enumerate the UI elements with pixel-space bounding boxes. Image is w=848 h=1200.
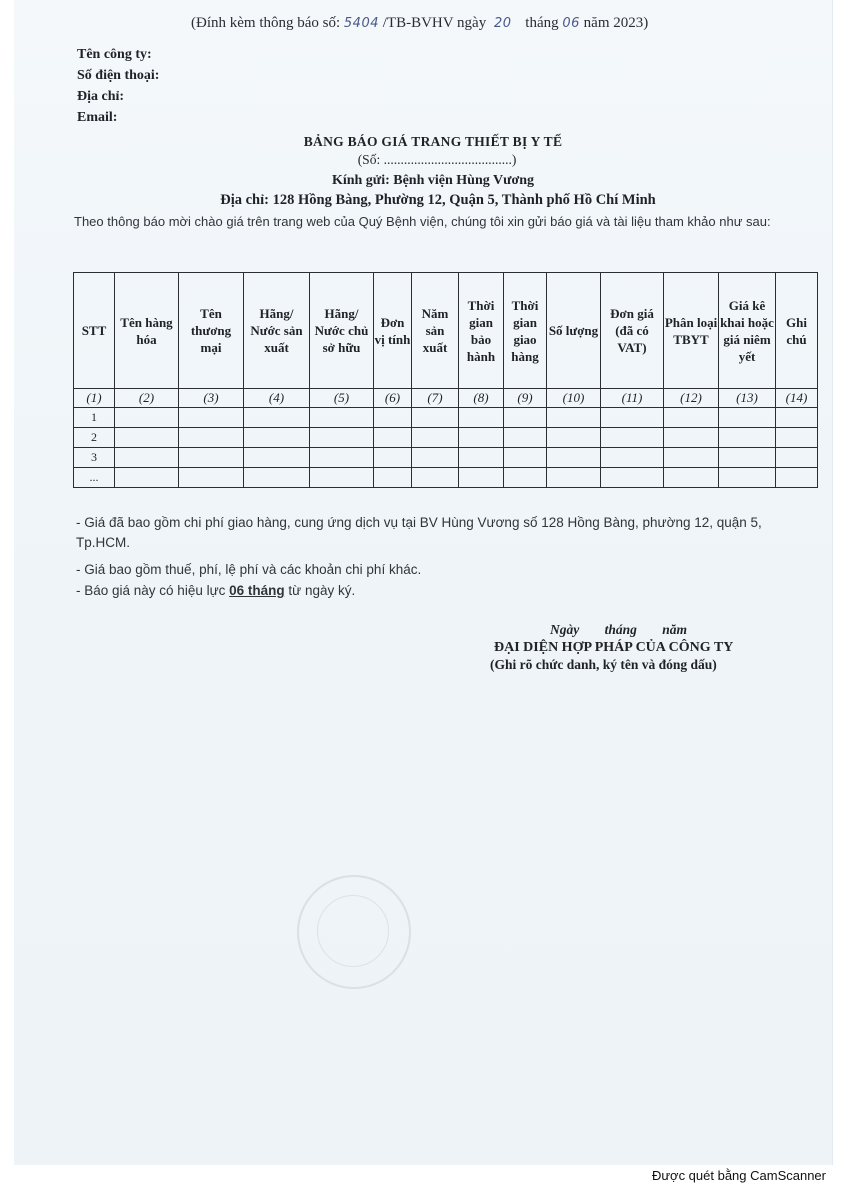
table-cell — [601, 468, 664, 488]
table-cell — [719, 448, 776, 468]
table-cell — [776, 428, 818, 448]
table-cell — [374, 448, 412, 468]
col-header-quantity: Số lượng — [547, 273, 601, 389]
table-cell — [601, 408, 664, 428]
document-page — [14, 0, 833, 1165]
col-header-product-name: Tên hàng hóa — [115, 273, 179, 389]
col-header-classification: Phân loại TBYT — [664, 273, 719, 389]
table-cell — [547, 468, 601, 488]
faded-stamp-mark — [297, 875, 411, 989]
table-cell — [412, 468, 459, 488]
table-cell — [115, 408, 179, 428]
table-cell — [504, 448, 547, 468]
col-header-unit: Đơn vị tính — [374, 273, 412, 389]
company-name-label: Tên công ty: — [77, 47, 152, 62]
intro-paragraph: Theo thông báo mời chào giá trên trang web của Quý Bệnh viện, chúng tôi xin gửi báo giá và tài liệu tham khảo như sau: — [74, 214, 771, 229]
table-cell — [244, 408, 310, 428]
table-cell — [374, 428, 412, 448]
table-cell — [719, 408, 776, 428]
table-row — [74, 428, 818, 448]
handwritten-month: 06 — [562, 16, 580, 31]
table-cell — [664, 448, 719, 468]
quotation-table — [73, 272, 818, 488]
column-number: (9) — [504, 389, 547, 408]
table-row — [74, 448, 818, 468]
table-cell — [244, 428, 310, 448]
col-header-owner: Hãng/ Nước chủ sở hữu — [310, 273, 374, 389]
recipient-line: Kính gửi: Bệnh viện Hùng Vương — [331, 173, 535, 188]
handwritten-number: 5404 — [343, 16, 379, 31]
col-header-stt: STT — [74, 273, 115, 389]
table-cell — [664, 468, 719, 488]
faded-stamp-inner — [317, 895, 389, 967]
column-number: (3) — [179, 389, 244, 408]
table-cell — [459, 468, 504, 488]
table-cell — [547, 428, 601, 448]
table-cell — [115, 428, 179, 448]
table-cell — [547, 408, 601, 428]
handwritten-day: 20 — [493, 16, 512, 31]
signature-date-line: Ngày tháng năm — [550, 622, 688, 637]
column-number: (5) — [310, 389, 374, 408]
row-stt: 2 — [74, 428, 115, 448]
col-header-trade-name: Tên thương mại — [179, 273, 244, 389]
address-label: Địa chỉ: — [77, 89, 125, 104]
note-validity: - Báo giá này có hiệu lực 06 tháng từ ngày ký. — [76, 583, 356, 598]
column-number: (13) — [719, 389, 776, 408]
table-cell — [719, 428, 776, 448]
note-delivery: - Giá đã bao gồm chi phí giao hàng, cung ứng dịch vụ tại BV Hùng Vương số 128 Hồng Bàng, phường 12, quận 5, — [76, 515, 762, 530]
table-cell — [310, 408, 374, 428]
signature-title: ĐẠI DIỆN HỢP PHÁP CỦA CÔNG TY — [494, 640, 734, 655]
row-stt: 1 — [74, 408, 115, 428]
col-header-warranty: Thời gian bảo hành — [459, 273, 504, 389]
table-cell — [179, 408, 244, 428]
column-number: (6) — [374, 389, 412, 408]
table-cell — [601, 428, 664, 448]
table-cell — [179, 468, 244, 488]
table-cell — [244, 448, 310, 468]
table-cell — [664, 428, 719, 448]
table-cell — [412, 408, 459, 428]
email-label: Email: — [77, 110, 118, 125]
table-cell — [244, 468, 310, 488]
table-cell — [179, 448, 244, 468]
table-row — [74, 468, 818, 488]
table-cell — [547, 448, 601, 468]
table-cell — [664, 408, 719, 428]
table-cell — [310, 428, 374, 448]
table-cell — [719, 468, 776, 488]
column-number: (10) — [547, 389, 601, 408]
table-cell — [504, 468, 547, 488]
table-cell — [310, 448, 374, 468]
validity-period: 06 tháng — [229, 583, 285, 598]
column-number: (12) — [664, 389, 719, 408]
table-cell — [374, 408, 412, 428]
scanner-watermark: Được quét bằng CamScanner — [651, 1168, 826, 1183]
table-cell — [776, 408, 818, 428]
row-stt: ... — [74, 468, 115, 488]
note-taxes: - Giá bao gồm thuế, phí, lệ phí và các khoản chi phí khác. — [76, 562, 422, 577]
col-header-delivery: Thời gian giao hàng — [504, 273, 547, 389]
column-number: (8) — [459, 389, 504, 408]
row-stt: 3 — [74, 448, 115, 468]
col-header-manufacturer: Hãng/ Nước sản xuất — [244, 273, 310, 389]
table-cell — [459, 428, 504, 448]
table-cell — [504, 408, 547, 428]
table-cell — [179, 428, 244, 448]
column-number: (4) — [244, 389, 310, 408]
attachment-line: (Đính kèm thông báo số: 5404 /TB-BVHV ngày 20 tháng 06 năm 2023) — [191, 15, 649, 31]
column-number: (14) — [776, 389, 818, 408]
table-cell — [459, 408, 504, 428]
col-header-declared-price: Giá kê khai hoặc giá niêm yết — [719, 273, 776, 389]
table-cell — [115, 468, 179, 488]
table-cell — [601, 448, 664, 468]
table-row — [74, 408, 818, 428]
table-cell — [504, 428, 547, 448]
table-cell — [115, 448, 179, 468]
col-header-notes: Ghi chú — [776, 273, 818, 389]
table-cell — [310, 468, 374, 488]
table-cell — [374, 468, 412, 488]
table-cell — [412, 448, 459, 468]
col-header-unit-price: Đơn giá (đã có VAT) — [601, 273, 664, 389]
table-cell — [412, 428, 459, 448]
table-cell — [776, 448, 818, 468]
table-cell — [776, 468, 818, 488]
note-delivery-cont: Tp.HCM. — [76, 535, 130, 550]
phone-label: Số điện thoại: — [77, 68, 160, 83]
column-number: (7) — [412, 389, 459, 408]
col-header-year: Năm sản xuất — [412, 273, 459, 389]
column-number: (11) — [601, 389, 664, 408]
column-number: (2) — [115, 389, 179, 408]
quote-number-line: (Số: ......................................) — [357, 152, 517, 167]
document-title: BẢNG BÁO GIÁ TRANG THIẾT BỊ Y TẾ — [303, 134, 563, 149]
recipient-address: Địa chỉ: 128 Hồng Bàng, Phường 12, Quận 5, Thành phố Hồ Chí Minh — [220, 192, 656, 208]
table-cell — [459, 448, 504, 468]
signature-note: (Ghi rõ chức danh, ký tên và đóng dấu) — [490, 657, 717, 672]
column-number-row — [74, 389, 818, 408]
column-number: (1) — [74, 389, 115, 408]
